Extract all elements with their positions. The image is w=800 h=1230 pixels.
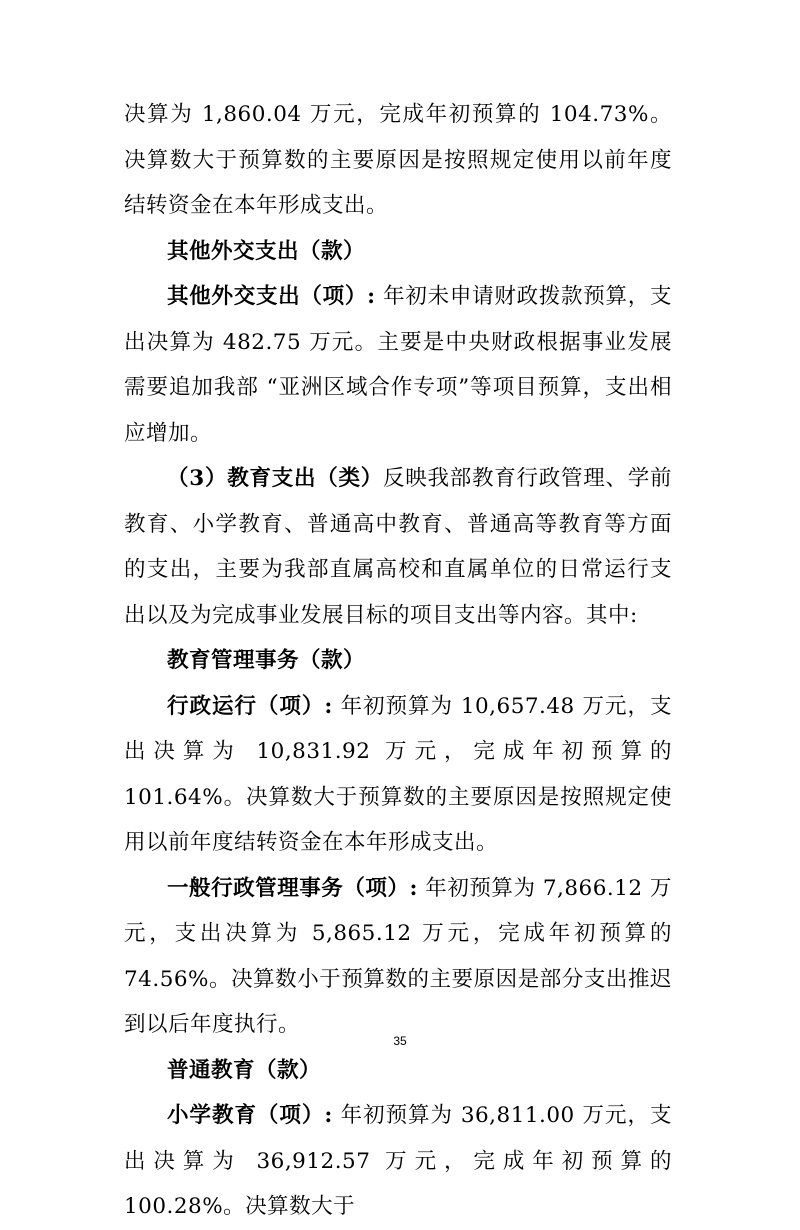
section-heading-education-management: 教育管理事务（款） [167, 648, 366, 673]
item-text: 年初未申请财政拨款预算，支出决算为 482.75 万元。主要是中央财政根据事业发展需要追加我部 “亚洲区域合作专项”等项目预算，支出相应增加。 [124, 284, 672, 446]
item-text: 年初预算为 10,657.48 万元，支出决算为 10,831.92 万元，完成年初预算的 101.64%。决算数大于预算数的主要原因是按照规定使用以前年度结转资金在本年形成支出。 [124, 693, 672, 855]
paragraph-1-text: 决算为 1,860.04 万元，完成年初预算的 104.73%。决算数大于预算数的主要原因是按照规定使用以前年度结转资金在本年形成支出。 [124, 102, 672, 218]
paragraph-general-administration [124, 866, 672, 1048]
page-number: 35 [393, 1034, 407, 1048]
category-label: （3）教育支出（类） [167, 466, 383, 491]
page-body [124, 92, 672, 1230]
section-heading-other-foreign-affairs: 其他外交支出（款） [167, 238, 366, 264]
category-text: 反映我部教育行政管理、学前教育、小学教育、普通高中教育、普通高等教育等方面的支出，主要为我部直属高校和直属单位的日常运行支出以及为完成事业发展目标的项目支出等内容。其中: [124, 466, 672, 628]
paragraph-1 [124, 92, 672, 229]
paragraph-administrative-operation [124, 684, 672, 866]
item-label: 其他外交支出（项）: [167, 284, 376, 309]
item-text: 年初预算为 36,811.00 万元，支出决算为 36,912.57 万元，完成年初预算的 100.28%。决算数大于 [124, 1103, 672, 1219]
paragraph-primary-education [124, 1093, 672, 1230]
item-text: 年初预算为 7,866.12 万元，支出决算为 5,865.12 万元，完成年初预算的 74.56%。决算数小于预算数的主要原因是部分支出推迟到以后年度执行。 [124, 875, 672, 1037]
item-label: 一般行政管理事务（项）: [167, 875, 418, 901]
item-label: 小学教育（项）: [167, 1103, 333, 1128]
paragraph-other-foreign-affairs-item [124, 274, 672, 456]
item-label: 行政运行（项）: [167, 693, 333, 719]
paragraph-education-category [124, 456, 672, 638]
section-heading-general-education: 普通教育（款） [167, 1057, 322, 1083]
